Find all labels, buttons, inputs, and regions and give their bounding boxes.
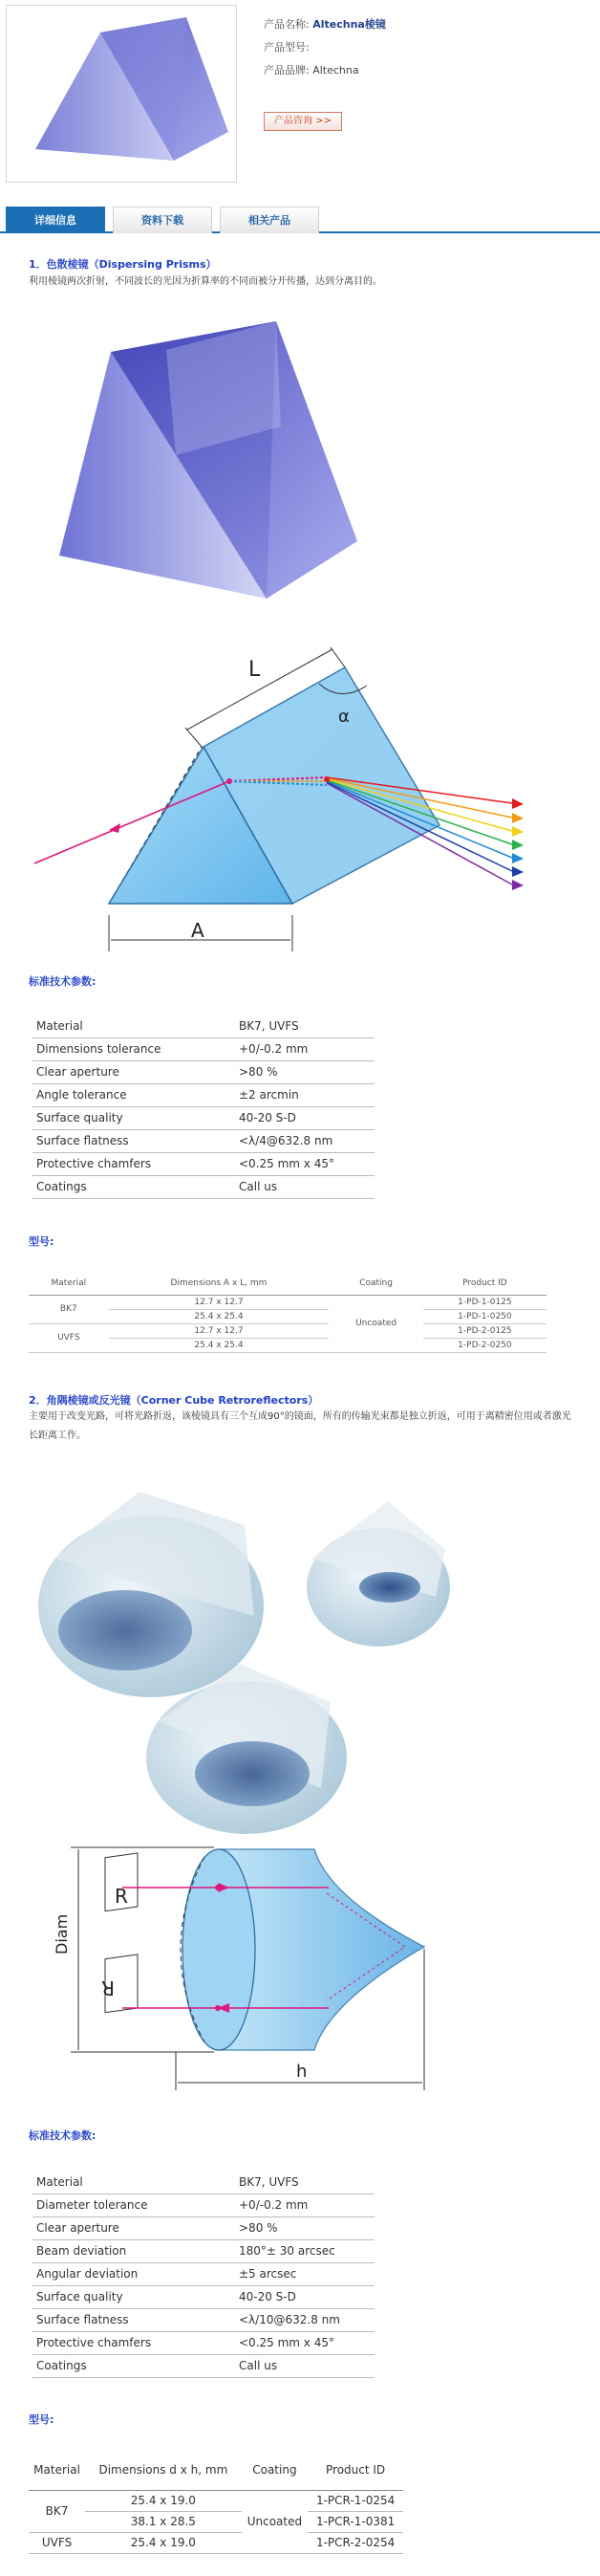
section1-title: 1．色散棱镜（Dispersing Prisms） (29, 258, 217, 271)
spec-row (32, 2354, 375, 2377)
table-cell: 1-PD-1-0250 (423, 1309, 546, 1323)
spec-row (32, 2331, 375, 2354)
spec-row (32, 2194, 375, 2216)
section2-spec-title: 标准技术参数: (29, 2129, 96, 2142)
dimension-A-label: A (191, 919, 204, 942)
angle-alpha-label: α (338, 707, 350, 727)
table-cell: BK7 (29, 2490, 85, 2532)
column-header: Dimensions A x L, mm (109, 1272, 330, 1295)
column-header: Coating (329, 1272, 422, 1295)
spec-name: Angular deviation (32, 2262, 239, 2285)
spec-name: Clear aperture (32, 2216, 239, 2239)
section1-spec-table (32, 1015, 375, 1199)
spec-value: <λ/4@632.8 nm (239, 1129, 375, 1152)
spec-value: +0/-0.2 mm (239, 2194, 375, 2216)
spec-row (32, 1129, 375, 1152)
table-cell: 1-PCR-1-0381 (308, 2511, 403, 2532)
spec-value: BK7, UVFS (239, 2171, 375, 2194)
table-cell: 1-PD-2-0250 (423, 1338, 546, 1352)
product-brand-label: 产品品牌: (264, 64, 310, 76)
column-header: Material (29, 2452, 85, 2490)
table-row (29, 2532, 403, 2553)
spec-name: Coatings (32, 2354, 239, 2377)
table-cell: 1-PCR-2-0254 (308, 2532, 403, 2553)
section2-spec-table (32, 2171, 375, 2378)
product-brand-row (264, 59, 386, 82)
section1-spec-title: 标准技术参数: (29, 975, 96, 988)
table-cell: Uncoated (242, 2490, 309, 2553)
table-cell: 25.4 x 25.4 (109, 1309, 330, 1323)
product-model-label: 产品型号: (264, 41, 310, 54)
product-consult-button[interactable]: 产品咨询 >> (264, 112, 342, 131)
section1-model-title: 型号: (29, 1235, 54, 1248)
spec-name: Surface quality (32, 1106, 239, 1129)
spec-name: Material (32, 1015, 239, 1037)
spec-name: Beam deviation (32, 2239, 239, 2262)
tab-details[interactable]: 详细信息 (6, 207, 105, 233)
product-brand-value: Altechna (312, 64, 359, 76)
spec-row (32, 2239, 375, 2262)
tab-related-products[interactable]: 相关产品 (220, 207, 319, 233)
table-cell: 1-PD-1-0125 (423, 1295, 546, 1309)
spec-name: Material (32, 2171, 239, 2194)
table-row (29, 1323, 546, 1338)
spec-name: Coatings (32, 1175, 239, 1198)
spec-row (32, 2308, 375, 2331)
spec-row (32, 1152, 375, 1175)
section2-model-title: 型号: (29, 2413, 54, 2426)
table-row (29, 2511, 403, 2532)
spec-value: <0.25 mm x 45° (239, 1152, 375, 1175)
spec-name: Clear aperture (32, 1060, 239, 1083)
section2-title: 2．角隅棱镜或反光镜（Corner Cube Retroreflectors） (29, 1394, 319, 1407)
spec-row (32, 2262, 375, 2285)
image-R-glyph: R (101, 1976, 115, 1999)
spec-row (32, 1175, 375, 1198)
table-cell: 1-PCR-1-0254 (308, 2490, 403, 2511)
product-header (0, 0, 600, 191)
section2-product-table (29, 2452, 403, 2554)
dimension-L-label: L (248, 658, 261, 682)
table-cell: Uncoated (329, 1295, 422, 1352)
column-header: Coating (242, 2452, 309, 2490)
spec-value: >80 % (239, 2216, 375, 2239)
table-row (29, 1295, 546, 1309)
spec-row (32, 2171, 375, 2194)
spec-value: BK7, UVFS (239, 1015, 375, 1037)
table-cell: 25.4 x 19.0 (85, 2490, 242, 2511)
section1-description: 利用棱镜两次折射，不同波长的光因为折算率的不同而被分开传播，达到分离目的。 (29, 276, 382, 287)
spec-value: >80 % (239, 1060, 375, 1083)
spec-name: Dimensions tolerance (32, 1037, 239, 1060)
table-cell: BK7 (29, 1295, 109, 1323)
dimension-h-label: h (296, 2062, 308, 2082)
prism-thumbnail-image (7, 6, 236, 182)
spec-name: Protective chamfers (32, 2331, 239, 2354)
spec-value: Call us (239, 2354, 375, 2377)
dispersing-prism-photo (42, 312, 357, 608)
spec-row (32, 1083, 375, 1106)
spec-value: <λ/10@632.8 nm (239, 2308, 375, 2331)
table-cell: 25.4 x 25.4 (109, 1338, 330, 1352)
table-cell: 12.7 x 12.7 (109, 1295, 330, 1309)
spec-value: 40-20 S-D (239, 2285, 375, 2308)
spec-value: +0/-0.2 mm (239, 1037, 375, 1060)
corner-cube-photo (34, 1473, 455, 1836)
product-name-value: Altechna棱镜 (312, 18, 386, 31)
column-header: Material (29, 1272, 109, 1295)
section2-description: 主要用于改变光路，可将光路折返，该棱镜具有三个互成90°的镜面，所有的传输光束都是独立折返，可用于离精密位用或者激光长距离工作。 (29, 1411, 571, 1441)
spec-row (32, 2285, 375, 2308)
object-R-glyph: R (115, 1885, 128, 1908)
column-header: Product ID (308, 2452, 403, 2490)
corner-cube-diagram (42, 1840, 462, 2117)
dimension-diam-label: Diam (53, 1913, 71, 1954)
spec-row (32, 1037, 375, 1060)
table-row (29, 2490, 403, 2511)
table-cell: UVFS (29, 2532, 85, 2553)
spec-value: ±2 arcmin (239, 1083, 375, 1106)
spec-value: ±5 arcsec (239, 2262, 375, 2285)
product-name-label: 产品名称: (264, 18, 310, 31)
table-cell: UVFS (29, 1323, 109, 1352)
spec-name: Surface flatness (32, 2308, 239, 2331)
spec-row (32, 1106, 375, 1129)
spec-value: Call us (239, 1175, 375, 1198)
column-header: Product ID (423, 1272, 546, 1295)
spec-name: Protective chamfers (32, 1152, 239, 1175)
table-cell: 38.1 x 28.5 (85, 2511, 242, 2532)
product-thumbnail[interactable] (6, 5, 237, 183)
table-cell: 1-PD-2-0125 (423, 1323, 546, 1338)
spec-row (32, 2216, 375, 2239)
dispersing-prism-diagram (34, 636, 550, 961)
spec-name: Surface flatness (32, 1129, 239, 1152)
product-info (264, 13, 386, 82)
spec-row (32, 1015, 375, 1037)
table-cell: 25.4 x 19.0 (85, 2532, 242, 2553)
spec-value: 180°± 30 arcsec (239, 2239, 375, 2262)
spec-value: <0.25 mm x 45° (239, 2331, 375, 2354)
column-header: Dimensions d x h, mm (85, 2452, 242, 2490)
spec-name: Angle tolerance (32, 1083, 239, 1106)
product-name-row (264, 13, 386, 36)
spec-name: Surface quality (32, 2285, 239, 2308)
tab-downloads[interactable]: 资料下载 (113, 207, 212, 233)
spec-name: Diameter tolerance (32, 2194, 239, 2216)
section1-product-table (29, 1272, 546, 1353)
spec-row (32, 1060, 375, 1083)
spec-value: 40-20 S-D (239, 1106, 375, 1129)
table-cell: 12.7 x 12.7 (109, 1323, 330, 1338)
detail-tabs (0, 205, 600, 233)
product-model-row (264, 36, 386, 59)
